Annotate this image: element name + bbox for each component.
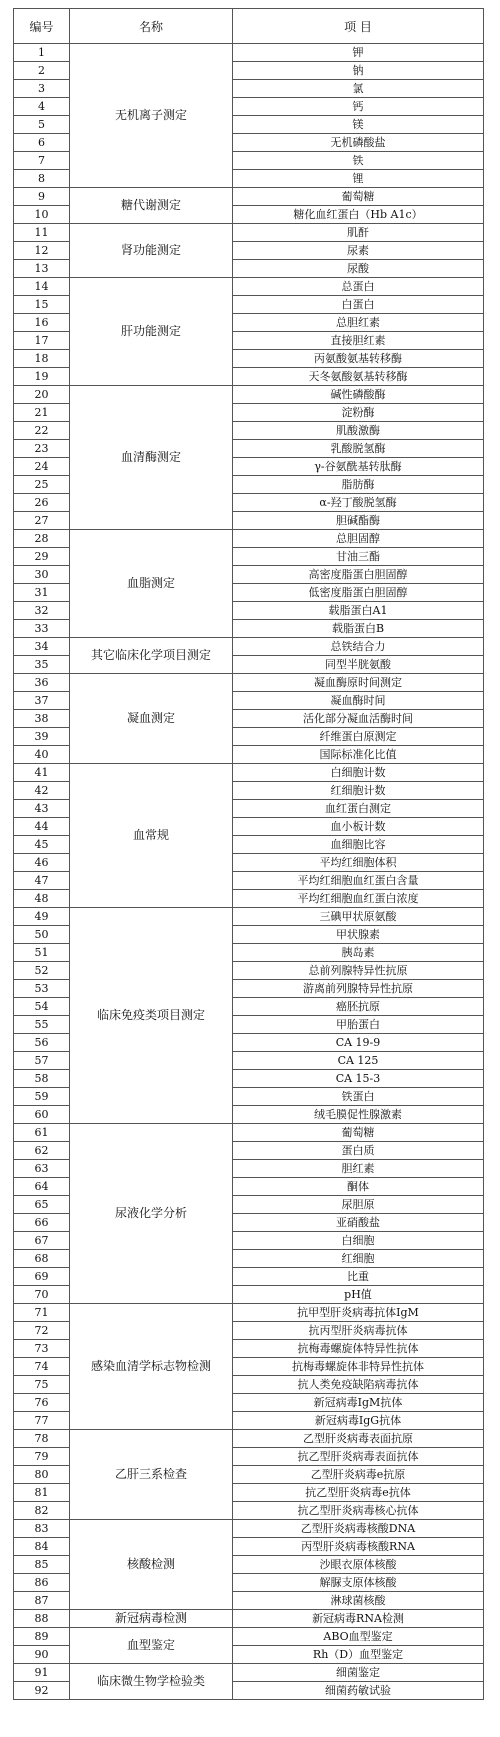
item-name: 新冠病毒IgM抗体 — [233, 1394, 484, 1412]
row-number: 8 — [14, 170, 70, 188]
item-name: 钾 — [233, 44, 484, 62]
item-name: 血细胞比容 — [233, 836, 484, 854]
item-name: 沙眼衣原体核酸 — [233, 1556, 484, 1574]
row-number: 42 — [14, 782, 70, 800]
row-number: 88 — [14, 1610, 70, 1628]
row-number: 12 — [14, 242, 70, 260]
table-row — [14, 1664, 484, 1682]
row-number: 24 — [14, 458, 70, 476]
row-number: 14 — [14, 278, 70, 296]
row-number: 52 — [14, 962, 70, 980]
item-name: 白蛋白 — [233, 296, 484, 314]
table-row — [14, 674, 484, 692]
row-number: 35 — [14, 656, 70, 674]
row-number: 67 — [14, 1232, 70, 1250]
table-row — [14, 224, 484, 242]
item-name: 胆碱酯酶 — [233, 512, 484, 530]
category-name: 肝功能测定 — [70, 278, 233, 386]
row-number: 77 — [14, 1412, 70, 1430]
item-name: 活化部分凝血活酶时间 — [233, 710, 484, 728]
item-name: 抗梅毒螺旋体非特异性抗体 — [233, 1358, 484, 1376]
row-number: 48 — [14, 890, 70, 908]
item-name: 乙型肝炎病毒核酸DNA — [233, 1520, 484, 1538]
row-number: 60 — [14, 1106, 70, 1124]
category-name: 临床微生物学检验类 — [70, 1664, 233, 1700]
item-name: 镁 — [233, 116, 484, 134]
row-number: 65 — [14, 1196, 70, 1214]
row-number: 17 — [14, 332, 70, 350]
row-number: 18 — [14, 350, 70, 368]
item-name: 血红蛋白测定 — [233, 800, 484, 818]
item-name: 纤维蛋白原测定 — [233, 728, 484, 746]
category-name: 无机离子测定 — [70, 44, 233, 188]
row-number: 33 — [14, 620, 70, 638]
row-number: 25 — [14, 476, 70, 494]
category-name: 临床免疫类项目测定 — [70, 908, 233, 1124]
row-number: 68 — [14, 1250, 70, 1268]
header-no: 编号 — [14, 9, 70, 44]
item-name: 血小板计数 — [233, 818, 484, 836]
table-row — [14, 386, 484, 404]
item-name: 葡萄糖 — [233, 188, 484, 206]
category-name: 血常规 — [70, 764, 233, 908]
item-name: CA 125 — [233, 1052, 484, 1070]
item-name: 国际标准化比值 — [233, 746, 484, 764]
row-number: 72 — [14, 1322, 70, 1340]
row-number: 61 — [14, 1124, 70, 1142]
item-name: 尿素 — [233, 242, 484, 260]
item-name: 糖化血红蛋白（Hb A1c） — [233, 206, 484, 224]
item-name: 新冠病毒IgG抗体 — [233, 1412, 484, 1430]
item-name: 总胆固醇 — [233, 530, 484, 548]
item-name: 三碘甲状原氨酸 — [233, 908, 484, 926]
table-row — [14, 278, 484, 296]
item-name: 抗丙型肝炎病毒抗体 — [233, 1322, 484, 1340]
header-name: 名称 — [70, 9, 233, 44]
item-name: 总胆红素 — [233, 314, 484, 332]
item-name: 氯 — [233, 80, 484, 98]
category-name: 其它临床化学项目测定 — [70, 638, 233, 674]
row-number: 82 — [14, 1502, 70, 1520]
row-number: 31 — [14, 584, 70, 602]
row-number: 5 — [14, 116, 70, 134]
item-name: α-羟丁酸脱氢酶 — [233, 494, 484, 512]
item-name: 总铁结合力 — [233, 638, 484, 656]
item-name: 直接胆红素 — [233, 332, 484, 350]
row-number: 4 — [14, 98, 70, 116]
table-row — [14, 764, 484, 782]
item-name: 比重 — [233, 1268, 484, 1286]
row-number: 45 — [14, 836, 70, 854]
row-number: 2 — [14, 62, 70, 80]
header-item: 项 目 — [233, 9, 484, 44]
row-number: 86 — [14, 1574, 70, 1592]
item-name: 细菌药敏试验 — [233, 1682, 484, 1700]
row-number: 30 — [14, 566, 70, 584]
row-number: 27 — [14, 512, 70, 530]
item-name: ABO血型鉴定 — [233, 1628, 484, 1646]
item-name: 肌酐 — [233, 224, 484, 242]
item-name: 铁蛋白 — [233, 1088, 484, 1106]
row-number: 62 — [14, 1142, 70, 1160]
row-number: 83 — [14, 1520, 70, 1538]
row-number: 22 — [14, 422, 70, 440]
item-name: 平均红细胞体积 — [233, 854, 484, 872]
row-number: 43 — [14, 800, 70, 818]
row-number: 23 — [14, 440, 70, 458]
row-number: 80 — [14, 1466, 70, 1484]
row-number: 15 — [14, 296, 70, 314]
row-number: 41 — [14, 764, 70, 782]
table-row — [14, 1610, 484, 1628]
row-number: 46 — [14, 854, 70, 872]
row-number: 66 — [14, 1214, 70, 1232]
row-number: 50 — [14, 926, 70, 944]
table-body — [14, 44, 484, 1700]
item-name: 甲胎蛋白 — [233, 1016, 484, 1034]
row-number: 85 — [14, 1556, 70, 1574]
table-row — [14, 1520, 484, 1538]
row-number: 34 — [14, 638, 70, 656]
table-row — [14, 530, 484, 548]
item-name: pH值 — [233, 1286, 484, 1304]
category-name: 核酸检测 — [70, 1520, 233, 1610]
category-name: 乙肝三系检查 — [70, 1430, 233, 1520]
item-name: 尿酸 — [233, 260, 484, 278]
row-number: 11 — [14, 224, 70, 242]
row-number: 39 — [14, 728, 70, 746]
item-name: 总前列腺特异性抗原 — [233, 962, 484, 980]
table-row — [14, 44, 484, 62]
item-name: 平均红细胞血红蛋白含量 — [233, 872, 484, 890]
item-name: 肌酸激酶 — [233, 422, 484, 440]
row-number: 21 — [14, 404, 70, 422]
row-number: 38 — [14, 710, 70, 728]
item-name: 乳酸脱氢酶 — [233, 440, 484, 458]
category-name: 血清酶测定 — [70, 386, 233, 530]
item-name: 红细胞 — [233, 1250, 484, 1268]
row-number: 64 — [14, 1178, 70, 1196]
row-number: 40 — [14, 746, 70, 764]
category-name: 凝血测定 — [70, 674, 233, 764]
item-name: 酮体 — [233, 1178, 484, 1196]
item-name: 乙型肝炎病毒e抗原 — [233, 1466, 484, 1484]
header-row — [14, 9, 484, 44]
item-name: 总蛋白 — [233, 278, 484, 296]
row-number: 26 — [14, 494, 70, 512]
row-number: 75 — [14, 1376, 70, 1394]
item-name: 抗甲型肝炎病毒抗体IgM — [233, 1304, 484, 1322]
item-name: 载脂蛋白B — [233, 620, 484, 638]
item-name: 解脲支原体核酸 — [233, 1574, 484, 1592]
item-name: 抗乙型肝炎病毒核心抗体 — [233, 1502, 484, 1520]
row-number: 16 — [14, 314, 70, 332]
row-number: 91 — [14, 1664, 70, 1682]
row-number: 56 — [14, 1034, 70, 1052]
item-name: 胆红素 — [233, 1160, 484, 1178]
item-name: 癌胚抗原 — [233, 998, 484, 1016]
row-number: 1 — [14, 44, 70, 62]
row-number: 47 — [14, 872, 70, 890]
item-name: 抗梅毒螺旋体特异性抗体 — [233, 1340, 484, 1358]
row-number: 29 — [14, 548, 70, 566]
row-number: 44 — [14, 818, 70, 836]
item-name: 载脂蛋白A1 — [233, 602, 484, 620]
item-name: 天冬氨酸氨基转移酶 — [233, 368, 484, 386]
row-number: 79 — [14, 1448, 70, 1466]
item-name: 葡萄糖 — [233, 1124, 484, 1142]
item-name: 丙型肝炎病毒核酸RNA — [233, 1538, 484, 1556]
row-number: 74 — [14, 1358, 70, 1376]
item-name: 同型半胱氨酸 — [233, 656, 484, 674]
lab-items-table — [13, 8, 484, 1700]
item-name: 丙氨酸氨基转移酶 — [233, 350, 484, 368]
row-number: 36 — [14, 674, 70, 692]
category-name: 尿液化学分析 — [70, 1124, 233, 1304]
row-number: 58 — [14, 1070, 70, 1088]
row-number: 32 — [14, 602, 70, 620]
category-name: 肾功能测定 — [70, 224, 233, 278]
row-number: 28 — [14, 530, 70, 548]
category-name: 血型鉴定 — [70, 1628, 233, 1664]
row-number: 63 — [14, 1160, 70, 1178]
item-name: 钠 — [233, 62, 484, 80]
table-row — [14, 908, 484, 926]
item-name: 蛋白质 — [233, 1142, 484, 1160]
item-name: 凝血酶时间 — [233, 692, 484, 710]
item-name: 尿胆原 — [233, 1196, 484, 1214]
item-name: 甲状腺素 — [233, 926, 484, 944]
row-number: 89 — [14, 1628, 70, 1646]
row-number: 54 — [14, 998, 70, 1016]
row-number: 49 — [14, 908, 70, 926]
item-name: 淋球菌核酸 — [233, 1592, 484, 1610]
item-name: 绒毛膜促性腺激素 — [233, 1106, 484, 1124]
item-name: 高密度脂蛋白胆固醇 — [233, 566, 484, 584]
item-name: 白细胞计数 — [233, 764, 484, 782]
item-name: 抗乙型肝炎病毒表面抗体 — [233, 1448, 484, 1466]
item-name: 抗乙型肝炎病毒e抗体 — [233, 1484, 484, 1502]
item-name: 钙 — [233, 98, 484, 116]
row-number: 69 — [14, 1268, 70, 1286]
row-number: 70 — [14, 1286, 70, 1304]
item-name: 平均红细胞血红蛋白浓度 — [233, 890, 484, 908]
item-name: 红细胞计数 — [233, 782, 484, 800]
row-number: 3 — [14, 80, 70, 98]
row-number: 9 — [14, 188, 70, 206]
table-row — [14, 1430, 484, 1448]
category-name: 新冠病毒检测 — [70, 1610, 233, 1628]
table-row — [14, 1628, 484, 1646]
row-number: 57 — [14, 1052, 70, 1070]
item-name: 胰岛素 — [233, 944, 484, 962]
category-name: 感染血清学标志物检测 — [70, 1304, 233, 1430]
row-number: 19 — [14, 368, 70, 386]
table-row — [14, 188, 484, 206]
row-number: 71 — [14, 1304, 70, 1322]
item-name: 白细胞 — [233, 1232, 484, 1250]
item-name: 碱性磷酸酶 — [233, 386, 484, 404]
item-name: 乙型肝炎病毒表面抗原 — [233, 1430, 484, 1448]
row-number: 84 — [14, 1538, 70, 1556]
table-wrapper — [13, 8, 484, 1700]
item-name: 淀粉酶 — [233, 404, 484, 422]
item-name: 抗人类免疫缺陷病毒抗体 — [233, 1376, 484, 1394]
row-number: 53 — [14, 980, 70, 998]
row-number: 59 — [14, 1088, 70, 1106]
item-name: 甘油三酯 — [233, 548, 484, 566]
item-name: Rh（D）血型鉴定 — [233, 1646, 484, 1664]
row-number: 55 — [14, 1016, 70, 1034]
row-number: 51 — [14, 944, 70, 962]
row-number: 90 — [14, 1646, 70, 1664]
row-number: 78 — [14, 1430, 70, 1448]
row-number: 10 — [14, 206, 70, 224]
table-row — [14, 1124, 484, 1142]
item-name: 锂 — [233, 170, 484, 188]
row-number: 73 — [14, 1340, 70, 1358]
table-row — [14, 638, 484, 656]
row-number: 81 — [14, 1484, 70, 1502]
row-number: 92 — [14, 1682, 70, 1700]
table-header — [14, 9, 484, 44]
row-number: 6 — [14, 134, 70, 152]
item-name: CA 19-9 — [233, 1034, 484, 1052]
row-number: 20 — [14, 386, 70, 404]
category-name: 糖代谢测定 — [70, 188, 233, 224]
item-name: 游离前列腺特异性抗原 — [233, 980, 484, 998]
category-name: 血脂测定 — [70, 530, 233, 638]
item-name: 低密度脂蛋白胆固醇 — [233, 584, 484, 602]
item-name: γ-谷氨酰基转肽酶 — [233, 458, 484, 476]
item-name: 无机磷酸盐 — [233, 134, 484, 152]
row-number: 7 — [14, 152, 70, 170]
item-name: CA 15-3 — [233, 1070, 484, 1088]
item-name: 细菌鉴定 — [233, 1664, 484, 1682]
item-name: 新冠病毒RNA检测 — [233, 1610, 484, 1628]
item-name: 脂肪酶 — [233, 476, 484, 494]
table-row — [14, 1304, 484, 1322]
item-name: 凝血酶原时间测定 — [233, 674, 484, 692]
row-number: 37 — [14, 692, 70, 710]
row-number: 76 — [14, 1394, 70, 1412]
row-number: 13 — [14, 260, 70, 278]
item-name: 亚硝酸盐 — [233, 1214, 484, 1232]
row-number: 87 — [14, 1592, 70, 1610]
item-name: 铁 — [233, 152, 484, 170]
